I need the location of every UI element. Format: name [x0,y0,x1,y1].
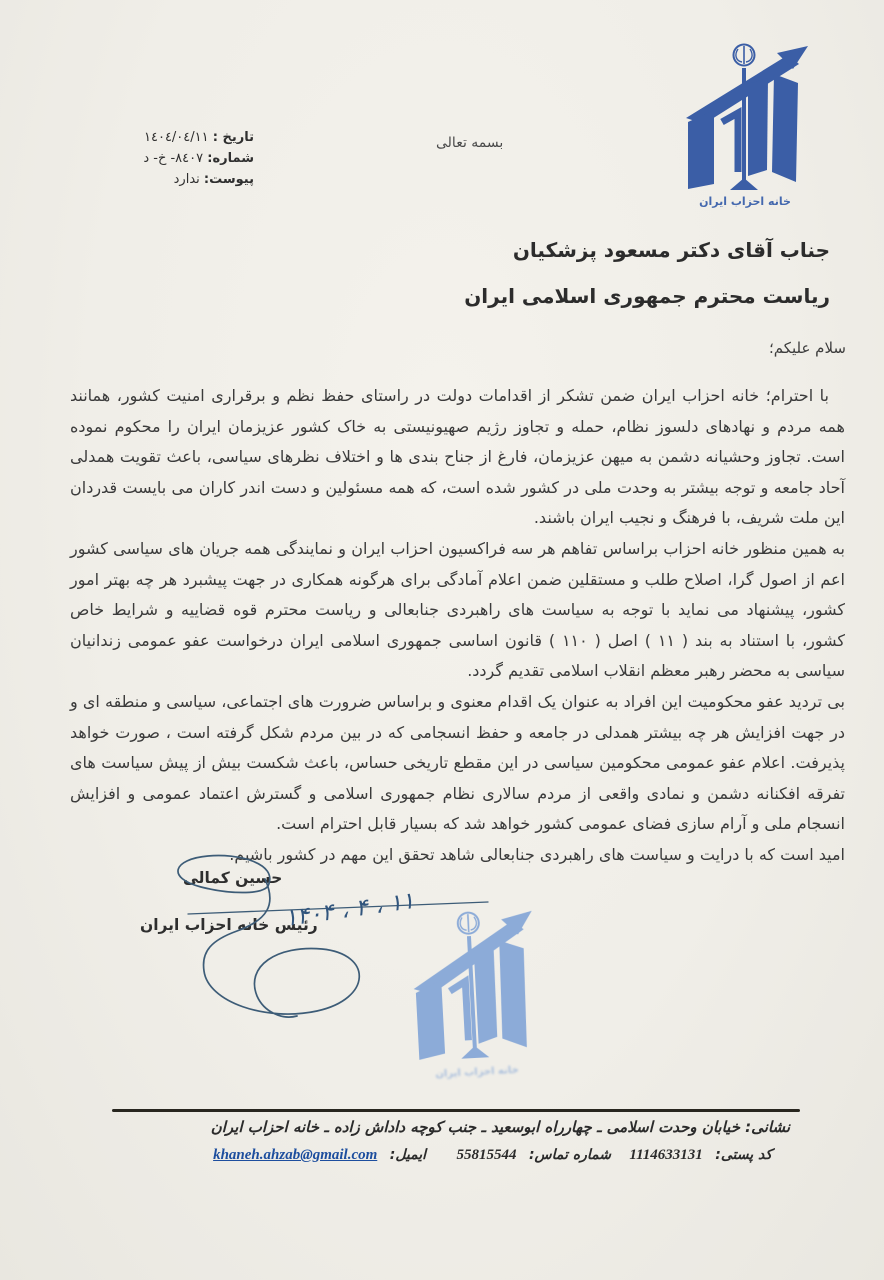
body-paragraph: بی تردید عفو محکومیت این افراد به عنوان یک اقدام معنوی و براساس ضرورت های اجتماعی، سیاسی و منطقه ای و در جهت افزایش هر چه بیشتر همدلی در جامعه و حفظ انسجامی که در بین مردم شکل گرفته است ، صورت خواهد پذیرفت. اعلام عفو عمومی محکومین سیاسی در این مقطع تاریخی حساس، باعث شکست بیش از پیش سیاست های تفرقه افکنانه دشمن و نمادی واقعی از مردم سالاری نظام جمهوری اسلامی و گسترش اعتماد عمومی و افزایش انسجام ملی و آرام سازی فضای عمومی کشور خواهد شد که بسیار قابل احترام است. [70,691,845,834]
basmala-text: بسمه تعالی [436,135,504,151]
signatory-title: رئیس خانه احزاب ایران [140,916,318,934]
body-paragraph: با احترام؛ خانه احزاب ایران ضمن تشکر از اقدامات دولت در راستای حفظ نظم و برقراری امنیت کشور، همانند همه مردم و نهادهای دلسوز نظام، حمله و تجاوز رژیم صهیونیستی به خاک کشور عزیزمان ایران را محکوم نموده است. تجاوز وحشیانه دشمن به میهن عزیزمان، فارغ از جناح بندی ها و اختلاف نظرهای سیاسی، باعث تقویت همدلی آحاد جامعه و توجه بیشتر به وحدت ملی در کشور شده است، که همه مسئولین و دست اندر کاران می بایست قدردان این ملت شریف، با فرهنگ و نجیب ایران باشند. [70,386,845,528]
postal-code-value: 1114633131 [629,1147,703,1163]
letter-body [70,381,845,871]
footer-address: نشانی: خیابان وحدت اسلامی ـ چهارراه ابوسعید ـ جنب کوچه داداش زاده ـ خانه احزاب ایران [210,1118,790,1136]
meta-date-row [92,127,254,148]
recipient-name: جناب آقای دکتر مسعود پزشکیان [512,238,830,262]
recipient-title: ریاست محترم جمهوری اسلامی ایران [464,284,830,308]
attachment-value: ندارد [173,172,200,187]
email-link[interactable]: khaneh.ahzab@gmail.com [213,1147,378,1163]
stamp-logo-icon [401,907,545,1064]
handwritten-date: ۱۴۰۴ ، ۴ ، ۱۱ [283,887,416,932]
body-paragraph: به همین منظور خانه احزاب براساس تفاهم هر سه فراکسیون احزاب ایران و نمایندگی همه جریان های سیاسی کشور اعم از اصول گرا، اصلاح طلب و مستقلین ضمن اعلام آمادگی برای هرگونه همکاری در جهت پیشبرد هر چه بهتر امور کشور، پیشنهاد می نماید با توجه به سیاست های راهبردی جنابعالی و ریاست محترم قوه قضاییه و شرایط خاص کشور، با استناد به بند ( ۱۱ ) اصل ( ۱۱۰ ) قانون اساسی جمهوری اسلامی ایران درخواست عفو عمومی زندانیان سیاسی به محضر رهبر معظم انقلاب اسلامی تقدیم گردد. [70,538,845,681]
body-paragraph: امید است که با درایت و سیاست های راهبردی جنابعالی شاهد تحقق این مهم در کشور باشیم. [229,844,845,864]
postal-code-label: کد پستی: [715,1147,772,1163]
number-value: ٨٤٠٧- خ- د [143,151,204,166]
meta-number-row [92,148,254,169]
meta-attachment-row [92,169,254,190]
letter-meta-block [92,127,254,190]
attachment-label: پیوست: [203,172,254,187]
party-house-logo-icon [682,42,808,192]
number-label: شماره: [207,151,254,166]
organization-logo [680,42,810,208]
salutation: سلام علیکم؛ [768,339,846,357]
email-label: ایمیل: [389,1147,427,1163]
phone-value: 55815544 [456,1147,517,1163]
stamp-caption: خانه احزاب ایران [435,1064,520,1081]
footer-contact-row [90,1147,772,1164]
date-label: تاریخ : [212,130,254,145]
date-value: ١٤٠٤/٠٤/١١ [144,130,209,145]
organization-stamp [392,906,555,1082]
footer-divider [112,1109,800,1112]
signatory-name: حسین کمالی [183,869,283,887]
recipient-block [300,227,830,319]
logo-caption: خانه احزاب ایران [699,195,791,208]
phone-label: شماره تماس: [528,1147,611,1163]
